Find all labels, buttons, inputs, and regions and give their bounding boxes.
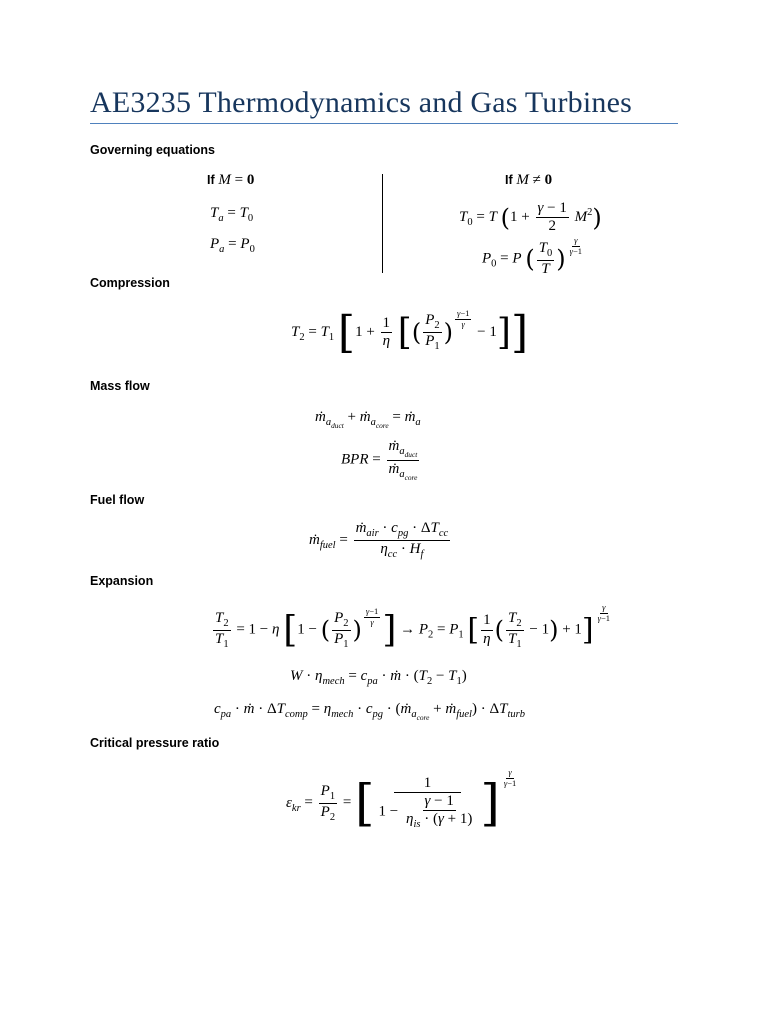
equation-work: $W \cdot \eta_{mech} = c_{pa}$ · ṁ · $(T_2 - T_1)$	[290, 668, 467, 687]
if-label: If	[207, 173, 215, 187]
column-divider	[382, 174, 383, 273]
heading-expansion: Expansion	[90, 574, 154, 588]
equation-ta-t0: $T_a = T_0$	[210, 205, 254, 224]
title-divider	[90, 123, 678, 124]
equation-compression: $T_2 = T_1$ [1 + $\frac{1}{\eta}$ [( $\frac{P_2}{P_1}$ ) $^{\frac{\gamma-1}{\gamma}}$ − 1]]	[291, 307, 529, 358]
equation-total-pressure: $P_0 = P$ ( $\frac{T_0}{T}$ ) $^{\frac{\gamma}{\gamma-1}}$	[482, 235, 583, 278]
equation-if-m-nonzero: If M ≠ 0	[505, 172, 553, 188]
equation-critical-pressure-ratio: $\varepsilon_{kr}$ = $\frac{P_1}{P_2}$ = [ 1 1 − $\frac{\gamma - 1}{\eta_{is} \cdot (\gamma + 1)}$ ] $^{\frac{\gamma}{\gamma-1}}$	[286, 767, 517, 833]
equation-fuel-flow: ṁ$_{fuel}$ = $\frac{ṁ_{air} \cdot c_{pg} \cdot \Delta T_{cc}}{\eta_{cc} \cdot H_f}$	[309, 520, 449, 561]
heading-compression: Compression	[90, 276, 170, 290]
equation-total-temperature: $T_0 = T$ (1 + $\frac{\gamma - 1}{2}$ $M^2$)	[459, 200, 602, 235]
heading-governing-equations: Governing equations	[90, 143, 216, 157]
document-title: AE3235 Thermodynamics and Gas Turbines	[90, 86, 633, 119]
heading-fuel-flow: Fuel flow	[90, 493, 145, 507]
equation-bypass-ratio: BPR = $\frac{ṁ_{a_{duct}}}{ṁ_{a_{core}}}$	[341, 438, 418, 482]
equation-pa-p0: $P_a = P_0$	[210, 236, 255, 255]
equation-expansion: $\frac{T_2}{T_1}$ = 1 − η [1 − ( $\frac{P_2}{P_1}$ ) $^{\frac{\gamma-1}{\gamma}}$ ] → $P_2 = P_1$ [ $\frac{1}{\eta}$ ( $\frac{T_2}{T_1}$ − 1) + 1] $^{\frac{\gamma}{\gamma-1}}$	[215, 602, 611, 651]
equation-power-balance: $c_{pa}$ · ṁ · $\Delta T_{comp} = \eta_{mech} \cdot c_{pg}$ · (ṁ$_{a_{core}}$ + ṁ$_{fuel}$) · $\Delta T_{turb}$	[214, 701, 525, 723]
equation-mass-flow-sum: ṁ$_{a_{duct}}$ + ṁ$_{a_{core}}$ = ṁ$_a$	[315, 409, 421, 431]
if-label: If	[505, 173, 513, 187]
heading-mass-flow: Mass flow	[90, 379, 150, 393]
heading-critical-pressure-ratio: Critical pressure ratio	[90, 736, 220, 750]
equation-if-m-zero: If M = 0	[207, 172, 255, 188]
